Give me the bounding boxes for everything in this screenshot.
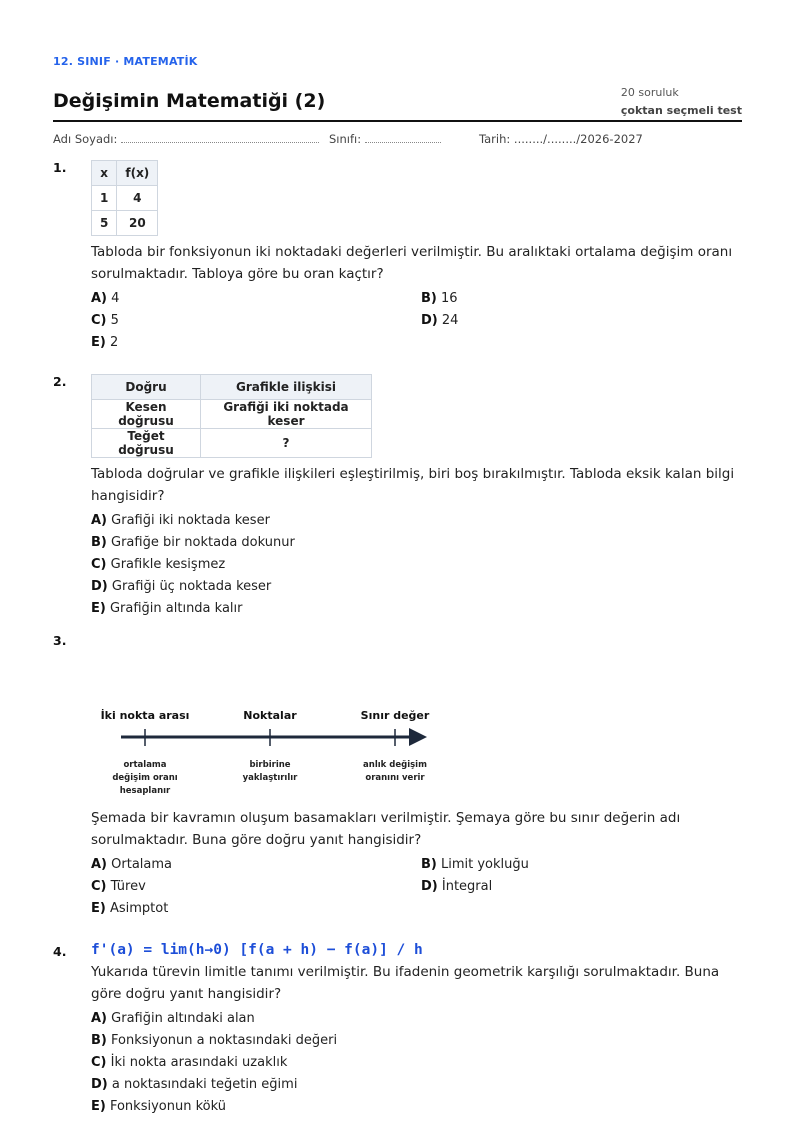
question-4 (53, 942, 742, 1116)
option-e[interactable]: E) Grafiğin altında kalır (91, 601, 243, 616)
name-blank (121, 133, 319, 143)
option-a[interactable]: A) Ortalama (91, 857, 173, 872)
table-cell: Kesen doğrusu (92, 400, 201, 429)
date-label: Tarih: (479, 132, 511, 146)
page-title: Değişimin Matematiği (2) (53, 90, 326, 112)
question-stem: Tabloda doğrular ve grafikle ilişkileri eşleştirilmiş, biri boş bırakılmıştır. Tabloda eksik kalan bilgi hangisidir? (91, 466, 735, 504)
table-header: x (92, 161, 117, 186)
question-number: 4. (53, 944, 67, 959)
question-2 (53, 374, 742, 618)
table-cell: 4 (117, 186, 158, 211)
option-b[interactable]: B) Fonksiyonun a noktasındaki değeri (91, 1033, 338, 1048)
date-value: ......../......../2026-2027 (513, 132, 643, 146)
table-header: f(x) (117, 161, 158, 186)
question-stem: Tabloda bir fonksiyonun iki noktadaki değerleri verilmiştir. Bu aralıktaki ortalama değişim oranı sorulmaktadır. Tabloya göre bu oran kaçtır? (91, 244, 733, 282)
date-field[interactable] (479, 132, 643, 146)
answer-options (91, 290, 742, 352)
value-table (91, 160, 158, 236)
option-c[interactable]: C) İki nokta arasındaki uzaklık (91, 1055, 288, 1070)
derivative-formula: f'(a) = lim(h→0) [f(a + h) − f(a)] / h (91, 942, 423, 958)
option-a[interactable]: A) 4 (91, 291, 120, 306)
answer-options (91, 512, 742, 618)
option-c[interactable]: C) Grafikle kesişmez (91, 557, 226, 572)
option-b[interactable]: B) 16 (421, 291, 458, 306)
step-desc: yaklaştırılır (242, 773, 298, 783)
step-label: İki nokta arası (100, 709, 190, 722)
test-header (53, 55, 742, 152)
option-d[interactable]: D) 24 (421, 313, 459, 328)
question-stem: Yukarıda türevin limitle tanımı verilmiştir. Bu ifadenin geometrik karşılığı sorulmaktadır. Buna göre doğru yanıt hangisidir? (91, 964, 720, 1002)
table-cell: ? (201, 429, 372, 458)
step-desc: ortalama (123, 760, 167, 770)
step-desc: oranını verir (365, 773, 425, 783)
test-type: çoktan seçmeli test (620, 104, 742, 117)
title-row (53, 68, 742, 122)
step-label: Noktalar (243, 709, 297, 722)
arrow-head-icon (409, 728, 427, 746)
name-label: Adı Soyadı: (53, 132, 118, 146)
option-d[interactable]: D) İntegral (421, 879, 493, 894)
class-blank (365, 133, 441, 143)
question-number: 1. (53, 160, 67, 175)
concept-flow-diagram (91, 633, 451, 803)
answer-options (91, 1010, 742, 1116)
option-c[interactable]: C) 5 (91, 313, 119, 328)
name-field[interactable] (53, 132, 319, 146)
option-d[interactable]: D) a noktasındaki teğetin eğimi (91, 1077, 298, 1092)
question-number: 2. (53, 374, 67, 389)
option-e[interactable]: E) Asimptot (91, 901, 169, 916)
question-1 (53, 160, 742, 352)
question-count: 20 soruluk (620, 86, 679, 99)
option-e[interactable]: E) Fonksiyonun kökü (91, 1099, 226, 1114)
option-c[interactable]: C) Türev (91, 879, 146, 894)
option-b[interactable]: B) Limit yokluğu (421, 857, 529, 872)
question-3 (53, 633, 742, 918)
step-desc: birbirine (249, 760, 291, 770)
step-desc: anlık değişim (363, 760, 427, 770)
option-a[interactable]: A) Grafiği iki noktada keser (91, 513, 270, 528)
option-d[interactable]: D) Grafiği üç noktada keser (91, 579, 272, 594)
question-number: 3. (53, 633, 67, 648)
test-meta (621, 84, 742, 120)
match-table (91, 374, 372, 458)
class-field[interactable] (329, 132, 441, 146)
answer-options (91, 856, 742, 918)
option-a[interactable]: A) Grafiğin altındaki alan (91, 1011, 255, 1026)
table-cell: 1 (92, 186, 117, 211)
table-header: Grafikle ilişkisi (201, 375, 372, 400)
step-desc: hesaplanır (119, 786, 171, 796)
step-label: Sınır değer (360, 709, 430, 722)
class-label: Sınıfı: (329, 132, 362, 146)
table-cell: 5 (92, 211, 117, 236)
option-e[interactable]: E) 2 (91, 335, 119, 350)
table-cell: Grafiği iki noktada keser (201, 400, 372, 429)
table-cell: Teğet doğrusu (92, 429, 201, 458)
student-info-row (53, 132, 742, 152)
step-desc: değişim oranı (112, 773, 178, 783)
subject-label: 12. SINIF · MATEMATİK (53, 55, 198, 68)
question-stem: Şemada bir kavramın oluşum basamakları verilmiştir. Şemaya göre bu sınır değerin adı sorulmaktadır. Buna göre doğru yanıt hangisidir? (91, 810, 681, 848)
table-cell: 20 (117, 211, 158, 236)
table-header: Doğru (92, 375, 201, 400)
option-b[interactable]: B) Grafiğe bir noktada dokunur (91, 535, 295, 550)
